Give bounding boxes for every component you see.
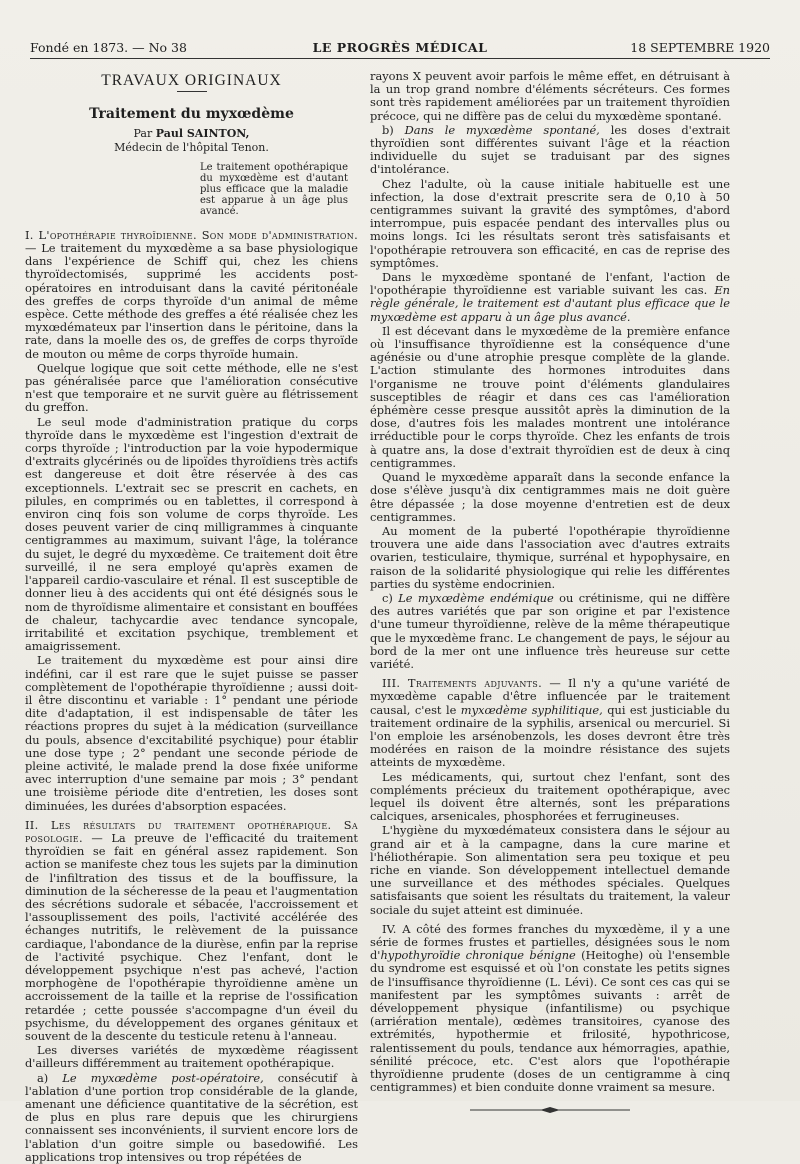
emphasis: hypothyroïdie chronique bénigne [380,948,576,963]
author-name: Paul SAINTON, [155,127,250,141]
paragraph [370,271,730,324]
paragraph [370,592,730,671]
paragraph [25,819,358,1043]
header-founded: Fondé en 1873. — No 38 [30,40,187,55]
paragraph: Le traitement du myxœdème est pour ainsi dire indéfini, car il est rare que le sujet puisse se passer complètement de l'opothérapie thyroïdienne ; aussi doit-il être discontinu et variable : 1° pendant une période dite d'adaptation, il est indispensable de tâter les réactions propres du sujet à la médication (surveillance du pouls, absence d'excitabilité psychique) pour établir une dose type ; 2° pendant une seconde période de pleine activité, le malade prend la dose fixée uniforme avec interruption d'une semaine par mois ; 3° pendant une troisième période dite d'entretien, les doses sont diminuées, les durées d'absorption espacées. [25,653,358,813]
paragraph: Quelque logique que soit cette méthode, elle ne s'est pas généralisée parce que l'amélioration consécutive n'est que temporaire et ne survit guère au flétrissement du greffon. [25,360,358,415]
paragraph [370,124,730,177]
paragraph: Au moment de la puberté l'opothérapie thyroïdienne trouvera une aide dans l'association avec d'autres extraits ovarien, testiculaire, thymique, surrénal et hypophysaire, en raison de la solidarité physiologique qui relie les différentes parties du système endocrinien. [370,523,730,591]
paragraph-text: ou crétinisme, qui ne diffère des autres variétés que par son origine et par l'existence d'une tumeur thyroïdienne, relève de la même thérapeutique que le myxœdème franc. Le changement de pays, le séjour au bord de la mer ont une influence très heureuse sur cette variété. [370,590,731,671]
paragraph-text: IV. A côté des formes franches du myxœdème, il y a une série de formes frustes et partielles, désignées sous le nom d' [370,921,730,963]
paragraph: L'hygiène du myxœdémateux consistera dans le séjour au grand air et à la campagne, dans la cure marine et l'héliothérapie. Son alimentation sera peu toxique et peu riche en viande. Son développement intellectuel demande une surveillance et des méthodes spéciales. Quelques satisfaisants que soient les résultats du traitement, la valeur sociale du sujet atteint est diminuée. [370,823,730,917]
paragraph: Quand le myxœdème apparaît dans la seconde enfance la dose s'élève jusqu'à dix centigrammes mais ne doit guère être dépassée ; la dose moyenne d'entretien est de deux centigrammes. [370,470,730,524]
paragraph [25,1072,358,1164]
list-marker: c) [382,590,393,605]
epigraph: Le traitement opothérapique du myxœdème est d'autant plus efficace que la maladie est apparue à un âge plus avancé. [200,161,348,217]
emphasis: Le myxœdème post-opératoire, [62,1070,264,1085]
emphasis: En règle générale, le traitement est d'autant plus efficace que le myxœdème est apparu à un âge plus avancé. [370,283,730,324]
paragraph [370,677,730,769]
paragraph-text: — Le traitement du myxœdème a sa base physiologique dans l'expérience de Schiff qui, chez les chiens thyroïdectomisés, supprimé les accidents post-opératoires en introduisant dans la cavité péritonéale des greffes de corps thyroïde d'un animal de même espèce. Cette méthode des greffes a été réalisée chez les myxœdémateux par l'insertion dans le péritoine, dans la rate, dans la moelle des os, de greffes de corps thyroïde de mouton ou même de corps thyroïde humain. [25,241,358,361]
emphasis: myxœdème syphilitique, [460,702,603,717]
paragraph: Les diverses variétés de myxœdème réagissent d'ailleurs différemment au traitement opothérapique. [25,1043,358,1071]
section-heading: III. Traitements adjuvants. [382,676,543,691]
section-title: TRAVAUX ORIGINAUX [101,72,282,89]
author-affiliation: Médecin de l'hôpital Tenon. [114,140,269,154]
paragraph-text: Dans le myxœdème spontané de l'enfant, l'action de l'opothérapie thyroïdienne est variable suivant les cas. [370,270,730,298]
list-marker: a) [37,1070,49,1085]
paragraph [25,229,358,361]
paragraph-text: — Il n'y a qu'une variété de myxœdème capable d'être influencée par le traitement causal, c'est le [370,676,730,717]
paragraph-text: — La preuve de l'efficacité du traitement thyroïdien se fait en général assez rapidement. Son action se manifeste chez tous les sujets par la diminution de l'infiltration des tissus et de la bouffissure, la diminution de la sécheresse de la peau et l'augmentation des sécrétions sudorale et sébacée, l'accroissement et l'assouplissement des poils, l'activité accélérée des échanges nutritifs, le relèvement de la puissance cardiaque, l'abondance de la diurèse, enfin par la reprise de l'activité psychique. Chez l'enfant, dont le développement psychique n'est pas achevé, l'action morphogène de l'opothérapie thyroïdienne amène un accroissement de la taille et la reprise de l'ossification retardée ; cette poussée s'accompagne d'un éveil du psychisme, du développement des organes génitaux et souvent de la descente du testicule retenu à l'anneau. [25,830,358,1043]
paragraph-text: qui est justiciable du traitement ordinaire de la syphilis, arsenical ou mercuriel. Si l'on emploie les arsénobenzols, les doses devront être très modérées en raison de la moindre résistance des sujets atteints de myxœdème. [370,702,730,770]
paragraph: rayons X peuvent avoir parfois le même effet, en détruisant à la un trop grand nombre d'éléments sécréteurs. Ces formes sont très rapidement améliorées par un traitement thyroïdien précoce, qui ne diffère pas de celui du myxœdème spontané. [370,69,730,123]
end-ornament-icon [470,1106,630,1114]
section-heading: II. Les résultats du traitement opothérapique. Sa posologie. [25,817,358,845]
emphasis: Le myxœdème endémique [398,590,554,605]
running-header [30,36,770,59]
left-column [25,70,358,1164]
paragraph: Il est décevant dans le myxœdème de la première enfance où l'insuffisance thyroïdienne est la conséquence d'une agénésie ou d'une atrophie presque complète de la glande. L'action stimulante des hormones introduites dans l'organisme ne trouve point d'éléments glandulaires susceptibles de réagir et dans ces cas l'amélioration éphémère cesse presque aussitôt après la diminution de la dose, d'autres fois les malades montrent une intolérance irréductible pour le corps thyroïde. Chez les enfants de trois à quatre ans, la dose d'extrait thyroïdien est de deux à cinq centigrammes. [370,323,730,470]
section-rule [177,91,207,92]
issue-date: 18 SEPTEMBRE 1920 [630,40,770,55]
section-heading: I. L'opothérapie thyroïdienne. Son mode d'administration. [25,227,358,242]
emphasis: Dans le myxœdème spontané, [404,122,600,137]
right-column [370,69,731,1095]
paragraph: Le seul mode d'administration pratique du corps thyroïde dans le myxœdème est l'ingestion d'extrait de corps thyroïde ; l'introduction par la voie hypodermique d'extraits glycérinés ou de lipoïdes thyroïdiens très actifs est dangereuse et doit être réservée à des cas exceptionnels. L'extrait sec se prescrit en cachets, en pilules, en comprimés ou en tablettes, il correspond à environ cinq fois son volume de corps thyroïde. Les doses peuvent varier de cinq milligrammes à cinquante centigrammes au maximum, suivant l'âge, la tolérance du sujet, le degré du myxœdème. Ce traitement doit être surveillé, il ne sera employé qu'après examen de l'appareil cardio-vasculaire et rénal. Il est susceptible de donner lieu à des accidents qui ont été désignés sous le nom de thyroïdisme alimentaire et consistant en bouffées de chaleur, tachycardie avec tendance syncopale, irritabilité et excitation psychique, tremblement et amaigrissement. [25,414,358,654]
paragraph [370,923,730,1095]
list-marker: b) [382,122,394,137]
paragraph: Chez l'adulte, où la cause initiale habituelle est une infection, la dose d'extrait prescrite sera de 0,10 à 50 centigrammes suivant la gravité des symptômes, d'abord interrompue, puis espacée pendant des intervalles plus ou moins longs. Ici les résultats seront très satisfaisants et l'opothérapie retrouvera son efficacité, en cas de reprise des symptômes. [370,176,730,270]
paragraph-text: consécutif à l'ablation d'une portion trop considérable de la glande, amenant une déficience quantitative de la sécrétion, est de plus en plus rare depuis que les chirurgiens connaissent ses inconvénients, il survient encore lors de l'ablation d'un goitre simple ou basedowifié. Les applications trop intensives ou trop répétées de [25,1070,358,1164]
article-title: Traitement du myxœdème [89,106,294,123]
paragraph: Les médicaments, qui, surtout chez l'enfant, sont des compléments précieux du traitement opothérapique, avec lequel ils doivent être alternés, sont les préparations calciques, arsenicales, phosphorées et ferrugineuses. [370,769,730,824]
journal-title: LE PROGRÈS MÉDICAL [312,40,488,55]
paragraph-text: les doses d'extrait thyroïdien sont différentes suivant l'âge et la réaction individuelle du sujet se traduisant par des signes d'intolérance. [370,122,730,177]
byline-by: Par [133,127,153,141]
paragraph-text: (Heitoghe) où l'ensemble du syndrome est esquissé et où l'on constate les petits signes de l'insuffisance thyroïdienne (L. Lévi). Ce sont ces cas qui se manifestent par les symptômes suivants : arrêt de développement physique (infantilisme) ou psychique (arriération mentale), œdèmes transitoires, cyanose des extrémités, hypothermie et frilosité, hypothricose, ralentissement du pouls, tendance aux hémorragies, apathie, sénilité précoce, etc. C'est alors que l'opothérapie thyroïdienne prudente (doses de un centigramme à cinq centigrammes) et bien conduite donne vraiment sa mesure. [370,948,730,1095]
byline [25,127,358,140]
